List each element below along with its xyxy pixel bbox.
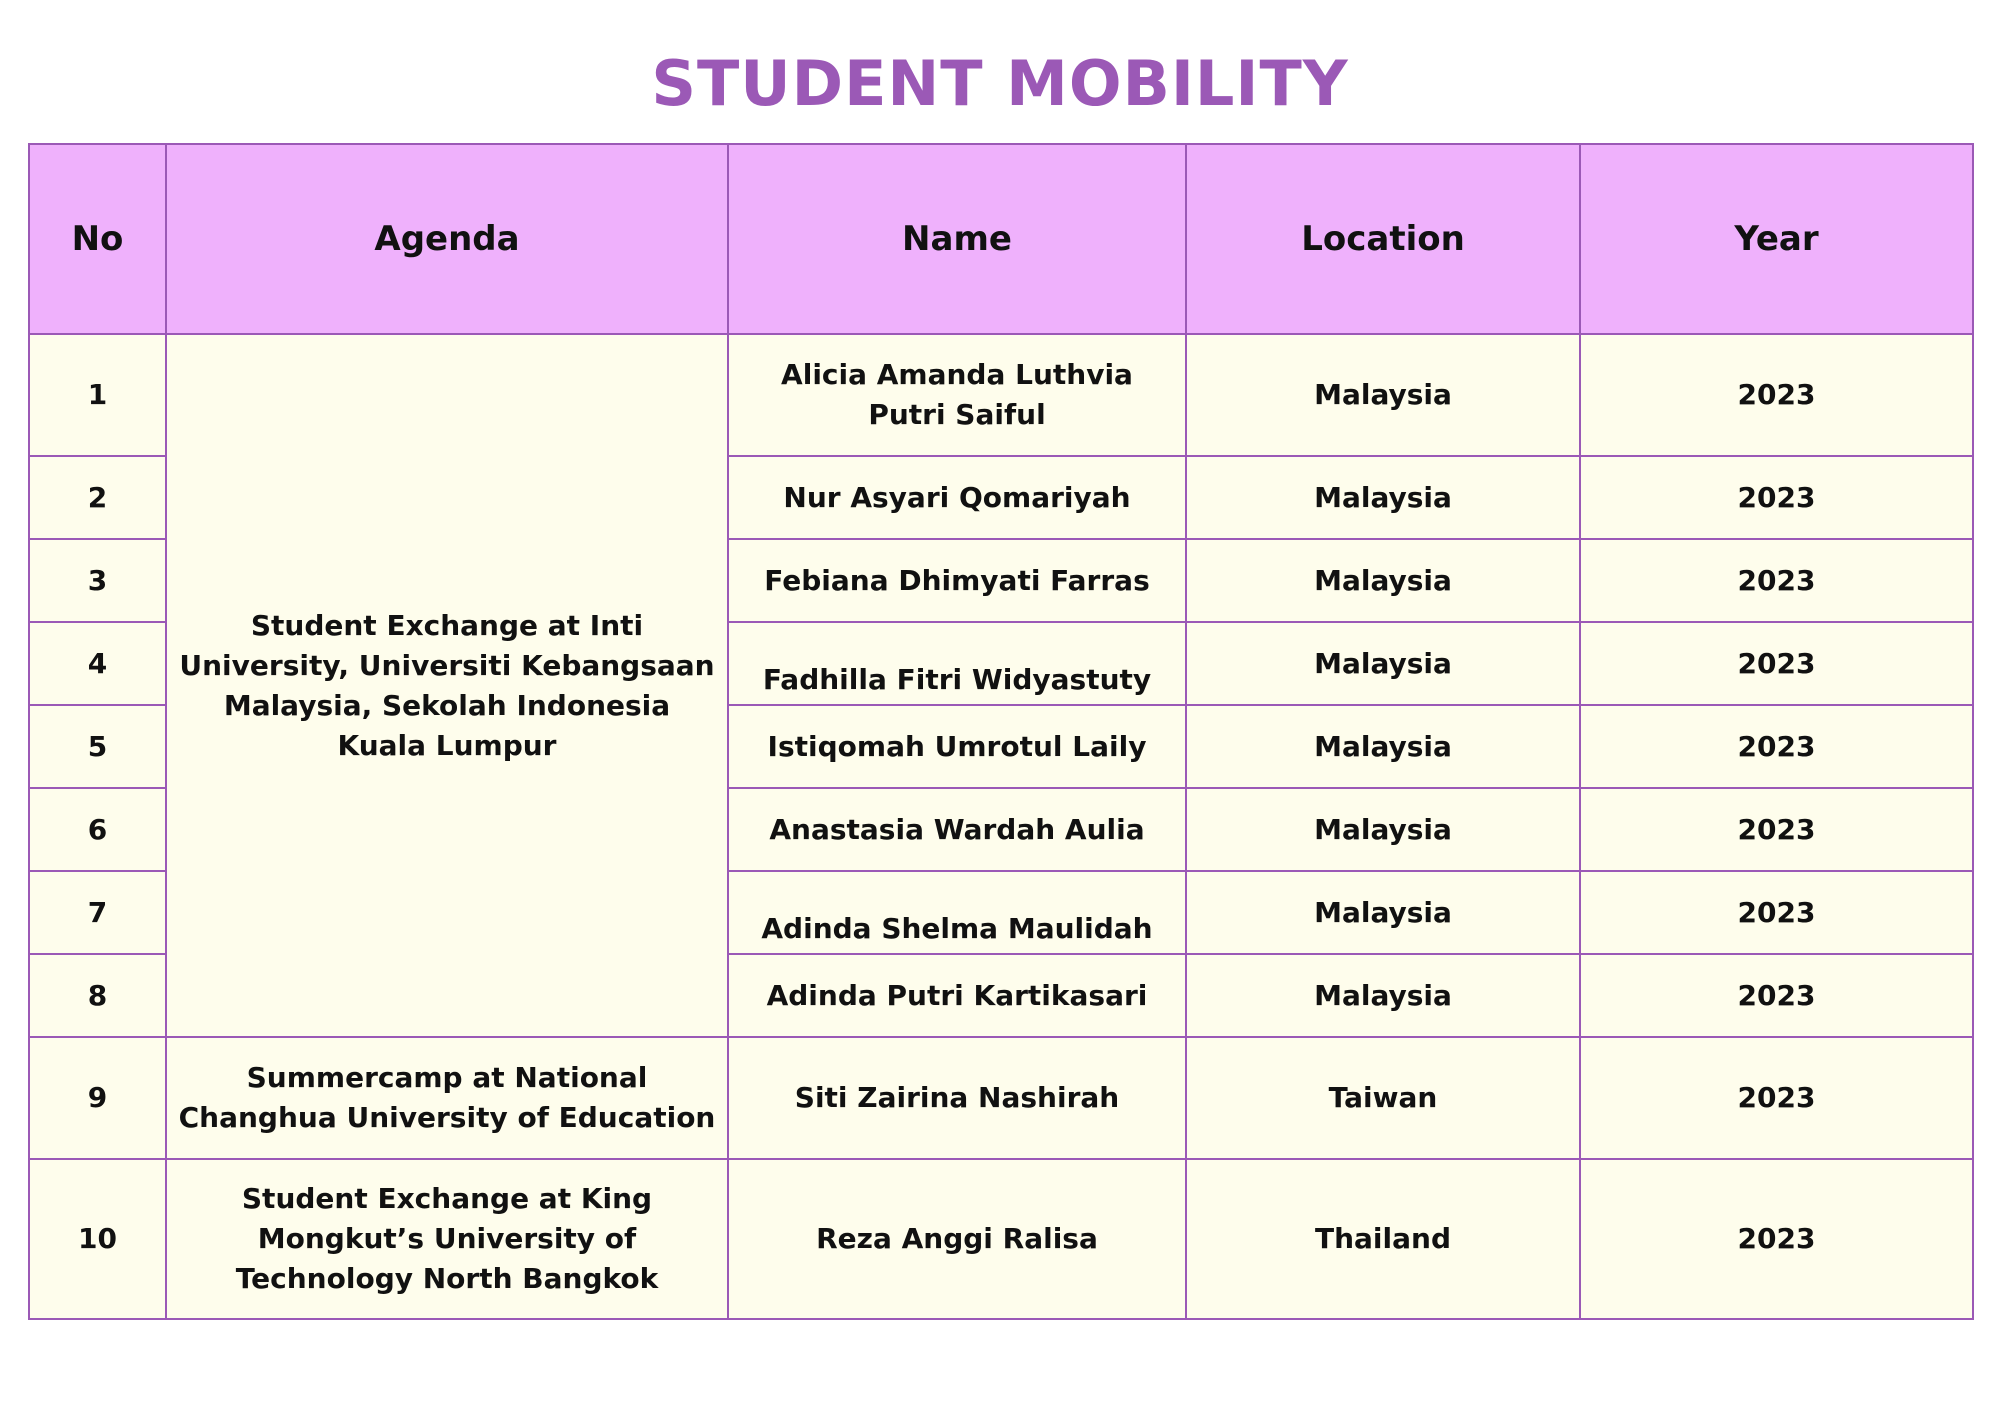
cell-no: 5 <box>29 705 166 788</box>
cell-year: 2023 <box>1580 334 1973 456</box>
page-title: STUDENT MOBILITY <box>651 47 1349 120</box>
cell-name: Fadhilla Fitri Widyastuty <box>728 622 1186 705</box>
header-no: No <box>29 144 166 334</box>
cell-agenda: Student Exchange at King Mongkut’s University of Technology North Bangkok <box>166 1159 728 1319</box>
cell-location: Malaysia <box>1186 788 1580 871</box>
cell-year: 2023 <box>1580 1037 1973 1159</box>
cell-year: 2023 <box>1580 456 1973 539</box>
cell-year: 2023 <box>1580 871 1973 954</box>
cell-name: Nur Asyari Qomariyah <box>728 456 1186 539</box>
cell-no: 4 <box>29 622 166 705</box>
cell-year: 2023 <box>1580 788 1973 871</box>
cell-no: 7 <box>29 871 166 954</box>
cell-location: Malaysia <box>1186 456 1580 539</box>
table-row <box>29 1159 1973 1319</box>
cell-year: 2023 <box>1580 705 1973 788</box>
cell-location: Thailand <box>1186 1159 1580 1319</box>
header-location: Location <box>1186 144 1580 334</box>
student-mobility-table <box>28 143 1974 1320</box>
cell-location: Malaysia <box>1186 539 1580 622</box>
header-name: Name <box>728 144 1186 334</box>
table-row <box>29 1037 1973 1159</box>
cell-name: Siti Zairina Nashirah <box>728 1037 1186 1159</box>
header-row <box>29 144 1973 334</box>
cell-location: Malaysia <box>1186 871 1580 954</box>
cell-name: Adinda Putri Kartikasari <box>728 954 1186 1037</box>
cell-location: Malaysia <box>1186 705 1580 788</box>
cell-name: Alicia Amanda Luthvia Putri Saiful <box>728 334 1186 456</box>
cell-name: Anastasia Wardah Aulia <box>728 788 1186 871</box>
cell-year: 2023 <box>1580 622 1973 705</box>
cell-no: 1 <box>29 334 166 456</box>
cell-no: 8 <box>29 954 166 1037</box>
cell-no: 2 <box>29 456 166 539</box>
cell-location: Malaysia <box>1186 334 1580 456</box>
cell-no: 3 <box>29 539 166 622</box>
header-agenda: Agenda <box>166 144 728 334</box>
cell-no: 6 <box>29 788 166 871</box>
cell-name: Reza Anggi Ralisa <box>728 1159 1186 1319</box>
cell-agenda: Student Exchange at Inti University, Universiti Kebangsaan Malaysia, Sekolah Indonesia Kuala Lumpur <box>166 334 728 1037</box>
cell-year: 2023 <box>1580 539 1973 622</box>
cell-no: 9 <box>29 1037 166 1159</box>
cell-location: Malaysia <box>1186 954 1580 1037</box>
cell-year: 2023 <box>1580 1159 1973 1319</box>
cell-agenda: Summercamp at National Changhua University of Education <box>166 1037 728 1159</box>
cell-name: Adinda Shelma Maulidah <box>728 871 1186 954</box>
table-row <box>29 334 1973 456</box>
cell-no: 10 <box>29 1159 166 1319</box>
cell-location: Taiwan <box>1186 1037 1580 1159</box>
header-year: Year <box>1580 144 1973 334</box>
cell-name: Istiqomah Umrotul Laily <box>728 705 1186 788</box>
cell-location: Malaysia <box>1186 622 1580 705</box>
cell-year: 2023 <box>1580 954 1973 1037</box>
cell-name: Febiana Dhimyati Farras <box>728 539 1186 622</box>
